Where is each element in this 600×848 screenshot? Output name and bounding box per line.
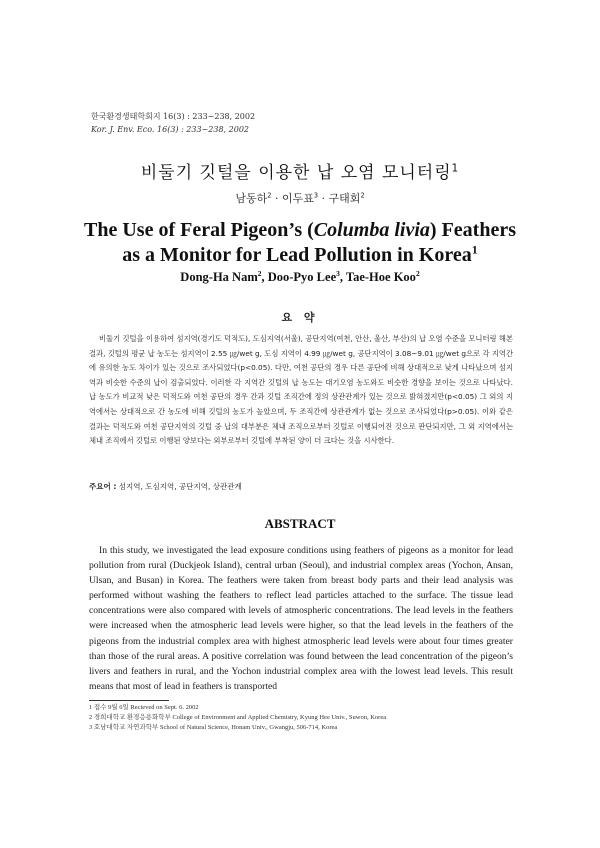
title-korean-footnote-mark: 1 [451, 163, 460, 175]
author-ko-2-affil: 3 [313, 191, 319, 200]
journal-citation [91, 110, 255, 136]
author-separator: · [271, 192, 282, 205]
title-english [0, 218, 600, 268]
author-en-3-affil: 2 [415, 268, 420, 278]
title-english-line-2 [0, 243, 600, 268]
author-separator: , [339, 270, 346, 284]
author-en-1: Dong-Ha Nam [180, 270, 258, 284]
author-en-3: Tae-Hoe Koo [345, 270, 416, 284]
title-english-part-a: The Use of Feral Pigeon’s ( [84, 219, 314, 241]
korean-abstract-heading: 요 약 [281, 311, 319, 324]
authors-korean [0, 190, 600, 206]
authors-english [0, 270, 600, 285]
journal-line-en: Kor. J. Env. Eco. 16(3) : 233~238, 2002 [91, 125, 249, 134]
english-abstract-heading: ABSTRACT [264, 516, 336, 531]
author-separator: , [261, 270, 268, 284]
author-ko-3-affil: 2 [360, 191, 365, 200]
author-ko-1-affil: 2 [267, 191, 272, 200]
keywords [89, 481, 242, 492]
keywords-list: 섬지역, 도심지역, 공단지역, 상관관계 [118, 482, 242, 491]
author-en-2-affil: 3 [336, 268, 340, 278]
footnote-1: 1 접수 9월 6일 Recieved on Sept. 6. 2002 [89, 704, 199, 711]
footnotes [89, 703, 529, 733]
title-korean-text: 비둘기 깃털을 이용한 납 오염 모니터링 [140, 163, 452, 183]
author-ko-1: 남동하 [235, 192, 268, 205]
author-separator: · [318, 192, 329, 205]
korean-abstract-body: 비둘기 깃털을 이용하여 섬지역(경기도 덕적도), 도심지역(서울), 공단지역(여천, 안산, 울산, 부산)의 납 오염 수준을 모니터링 해본 결과, 깃털의 평균 납 농도는 섬지역이 2.55 ㎍/wet g, 도심 지역이 4.99 ㎍/wet g, 공단지역이 3.08~9.01 ㎍/wet g으로 각 지역간에 유의한 농도 차이가 있는 것으로 조사되었다(p<0.05). 다만, 여천 공단의 경우 다른 공단에 비해 상대적으로 낮게 나타났으며 섬지역과 비슷한 수준의 납이 검출되었다. 이러한 각 지역간 깃털의 납 농도는 대기오염 농도와도 비슷한 경향을 보이는 것으로 나타났다. 납 농도가 비교적 낮은 덕적도와 여천 공단의 경우 간과 깃털 조직간에 정의 상관관계가 있는 것으로 밝혀졌지만(p<0.05) 그 외의 지역에서는 상대적으로 간 농도에 비해 깃털의 농도가 높았으며, 두 조직간에 상관관계가 없는 것으로 조사되었다(p>0.05). 이와 같은 결과는 덕적도와 여천 공단지역의 깃털 중 납의 대부분은 체내 조직으로부터 깃털로 이행되어진 것으로 판단되지만, 그 외 지역에서는 체내 조직에서 깃털로 이행된 양보다는 외부로부터 깃털에 부착된 양이 더 크다는 것을 시사한다. [89, 334, 513, 446]
author-en-2: Doo-Pyo Lee [267, 270, 337, 284]
author-ko-3: 구태회 [328, 192, 361, 205]
author-en-1-affil: 2 [257, 268, 262, 278]
footnote-2: 2 경희대학교 환경응용화학부 College of Environment and Applied Chemistry, Kyung Hee Univ., Suwon, Korea [89, 714, 387, 721]
footnote-rule [89, 700, 169, 701]
title-english-line-2-text: as a Monitor for Lead Pollution in Korea [122, 244, 472, 266]
keywords-label: 주요어 : [89, 482, 117, 491]
title-english-part-b: ) Feathers [429, 219, 516, 241]
title-english-footnote-mark: 1 [471, 242, 478, 257]
english-abstract-body: In this study, we investigated the lead exposure conditions using feathers of pigeons as a monitor for lead pollution from rural (Duckjeok Island), central urban (Seoul), and industrial complex areas (Yochon, Ansan, Ulsan, and Busan) in Korea. The feathers were taken from breast body parts and their lead analysis was performed without washing the feathers to reflect lead particles attached to the surface. The tissue lead concentrations were also compared with levels of atmospheric concentrations. The lead levels in the feathers were increased when the atmospheric lead levels were higher, so that the lead levels in the feathers of the pigeons from the industrial complex area with highest atmospheric lead levels were about four times greater than those of the rural areas. A positive correlation was found between the lead concentration of the pigeon’s livers and feathers in rural, and the Yochon industrial complex area with the lowest lead levels. This result means that most of lead in feathers is transported [89, 545, 513, 692]
title-korean [0, 158, 600, 183]
title-english-line-1 [0, 218, 600, 243]
journal-line-ko: 한국환경생태학회지 16(3) : 233~238, 2002 [91, 112, 256, 121]
footnote-3: 3 호남대학교 자연과학부 School of Natural Science, Honam Univ., Gwangju, 506-714, Korea [89, 724, 338, 731]
author-ko-2: 이두표 [281, 192, 314, 205]
species-name: Columba livia [313, 219, 430, 241]
